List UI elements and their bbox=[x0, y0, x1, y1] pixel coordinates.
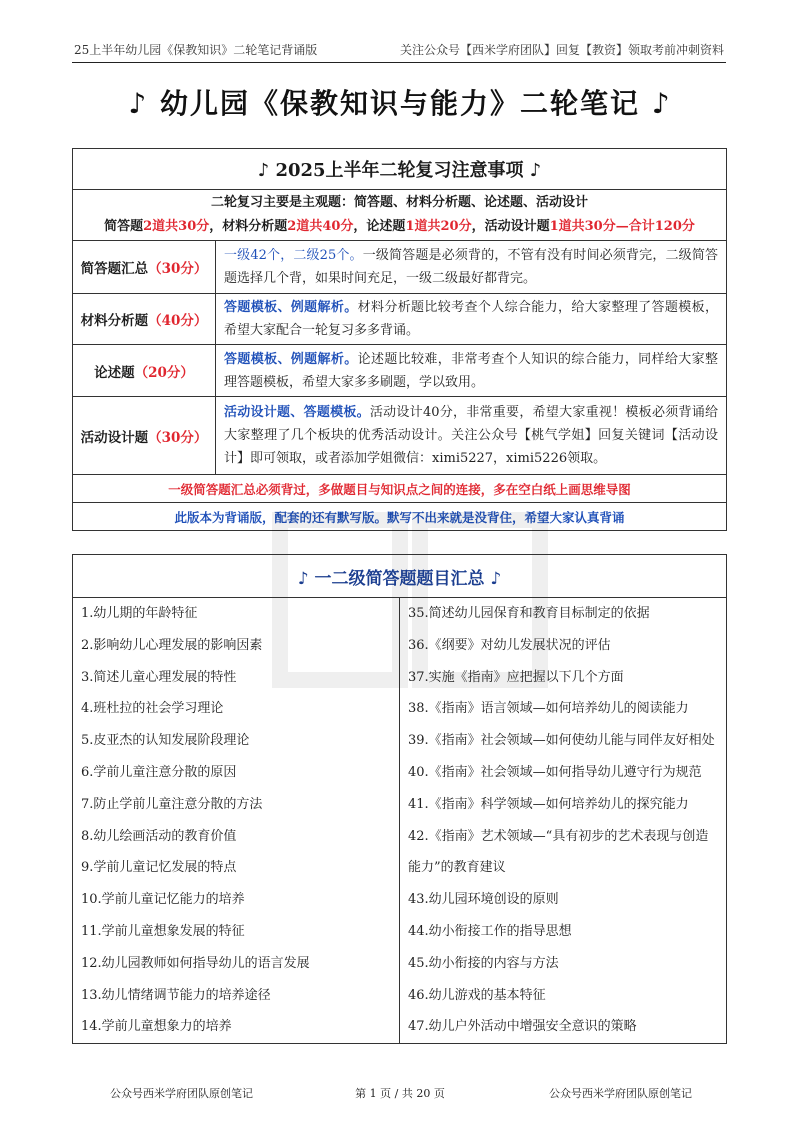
list-item: 36.《纲要》对幼儿发展状况的评估 bbox=[408, 637, 611, 653]
notice-heading: ♪ 2025上半年二轮复习注意事项 ♪ bbox=[73, 149, 727, 190]
list-item: 4.班杜拉的社会学习理论 bbox=[81, 701, 224, 717]
list-item: 8.幼儿绘画活动的教育价值 bbox=[81, 828, 237, 844]
list-item: 2.影响幼儿心理发展的影响因素 bbox=[81, 637, 263, 653]
row-label: 材料分析题（40分） bbox=[73, 294, 216, 345]
list-item: 14.学前儿童想象力的培养 bbox=[81, 1019, 232, 1035]
list-item: 46.幼儿游戏的基本特征 bbox=[408, 987, 546, 1003]
list-item: 37.实施《指南》应把握以下几个方面 bbox=[408, 669, 624, 685]
list-item: 42.《指南》艺术领域—“具有初步的艺术表现与创造能力”的教育建议 bbox=[408, 828, 709, 876]
notice-intro-line1: 二轮复习主要是主观题：简答题、材料分析题、论述题、活动设计 bbox=[210, 195, 588, 210]
notice-row bbox=[73, 294, 727, 345]
list-item: 43.幼儿园环境创设的原则 bbox=[408, 892, 559, 908]
list-item: 47.幼儿户外活动中增强安全意识的策略 bbox=[408, 1019, 637, 1035]
notice-row bbox=[73, 345, 727, 397]
row-desc: 答题模板、例题解析。论述题比较难，非常考查个人知识的综合能力，同样给大家整理答题模板，希望大家多多刷题，学以致用。 bbox=[216, 345, 727, 397]
footer-right: 公众号西米学府团队原创笔记 bbox=[549, 1087, 692, 1100]
intro-segment: ，材料分析题 bbox=[209, 219, 288, 234]
list-item: 35.简述幼儿园保育和教育目标制定的依据 bbox=[408, 606, 650, 621]
notice-intro bbox=[73, 190, 727, 241]
notice-row bbox=[73, 397, 727, 475]
intro-segment: 1道共20分 bbox=[405, 219, 472, 234]
page-title: ♪ 幼儿园《保教知识与能力》二轮笔记 ♪ bbox=[128, 87, 672, 120]
list-item: 9.学前儿童记忆发展的特点 bbox=[81, 860, 237, 876]
header-right-text: 关注公众号【西米学府团队】回复【教资】领取考前冲刺资料 bbox=[399, 43, 724, 57]
list-item: 45.幼小衔接的内容与方法 bbox=[408, 955, 559, 971]
row-label: 简答题汇总（30分） bbox=[73, 241, 216, 294]
list-item: 38.《指南》语言领域—如何培养幼儿的阅读能力 bbox=[408, 701, 689, 717]
list-item: 10.学前儿童记忆能力的培养 bbox=[81, 892, 245, 908]
intro-segment: 简答题 bbox=[104, 219, 144, 234]
list-item: 7.防止学前儿童注意分散的方法 bbox=[81, 796, 263, 812]
notice-table bbox=[72, 148, 727, 531]
row-label: 活动设计题（30分） bbox=[73, 397, 216, 475]
summary-heading: ♪ 一二级简答题题目汇总 ♪ bbox=[73, 555, 727, 598]
row-desc: 一级42个，二级25个。一级简答题是必须背的，不管有没有时间必须背完，二级简答题选择几个背，如果时间充足，一级二级最好都背完。 bbox=[216, 241, 727, 294]
notice-red-note: 一级简答题汇总必须背过，多做题目与知识点之间的连接，多在空白纸上画思维导图 bbox=[73, 475, 727, 503]
intro-segment: 2道共30分 bbox=[143, 219, 210, 234]
list-item: 5.皮亚杰的认知发展阶段理论 bbox=[81, 733, 250, 749]
intro-segment: 1道共30分—合计120分 bbox=[549, 219, 695, 234]
header-left-text: 25上半年幼儿园《保教知识》二轮笔记背诵版 bbox=[74, 43, 318, 57]
list-item: 13.幼儿情绪调节能力的培养途径 bbox=[81, 987, 271, 1003]
list-item: 12.幼儿园教师如何指导幼儿的语言发展 bbox=[81, 955, 310, 971]
page-number: 第 1 页 / 共 20 页 bbox=[355, 1087, 445, 1100]
notice-row bbox=[73, 241, 727, 294]
row-label: 论述题（20分） bbox=[73, 345, 216, 397]
page-header bbox=[72, 0, 726, 63]
list-item: 39.《指南》社会领域—如何使幼儿能与同伴友好相处 bbox=[408, 733, 715, 749]
list-item: 40.《指南》社会领域—如何指导幼儿遵守行为规范 bbox=[408, 764, 702, 780]
list-item: 11.学前儿童想象发展的特征 bbox=[81, 923, 245, 939]
footer-left: 公众号西米学府团队原创笔记 bbox=[110, 1087, 253, 1100]
list-item: 44.幼小衔接工作的指导思想 bbox=[408, 923, 572, 939]
summary-table bbox=[72, 554, 727, 1044]
intro-segment: 2道共40分 bbox=[287, 219, 354, 234]
list-item: 1.幼儿期的年龄特征 bbox=[81, 606, 198, 621]
intro-segment: ，活动设计题 bbox=[471, 219, 550, 234]
row-desc: 答题模板、例题解析。材料分析题比较考查个人综合能力，给大家整理了答题模板，希望大家配合一轮复习多多背诵。 bbox=[216, 294, 727, 345]
intro-segment: ，论述题 bbox=[353, 219, 406, 234]
summary-left-column bbox=[73, 598, 400, 1044]
list-item: 3.简述儿童心理发展的特性 bbox=[81, 669, 237, 685]
list-item: 41.《指南》科学领域—如何培养幼儿的探究能力 bbox=[408, 796, 689, 812]
summary-right-column bbox=[400, 598, 727, 1044]
notice-blue-note: 此版本为背诵版，配套的还有默写版。默写不出来就是没背住，希望大家认真背诵 bbox=[73, 503, 727, 531]
row-desc: 活动设计题、答题模板。活动设计40分，非常重要，希望大家重视！模板必须背诵给大家整理了几个板块的优秀活动设计。关注公众号【桃气学姐】回复关键词【活动设计】即可领取，或者添加学姐微信：ximi5227，ximi5226领取。 bbox=[216, 397, 727, 475]
notice-intro-line2 bbox=[77, 215, 722, 239]
list-item: 6.学前儿童注意分散的原因 bbox=[81, 764, 237, 780]
